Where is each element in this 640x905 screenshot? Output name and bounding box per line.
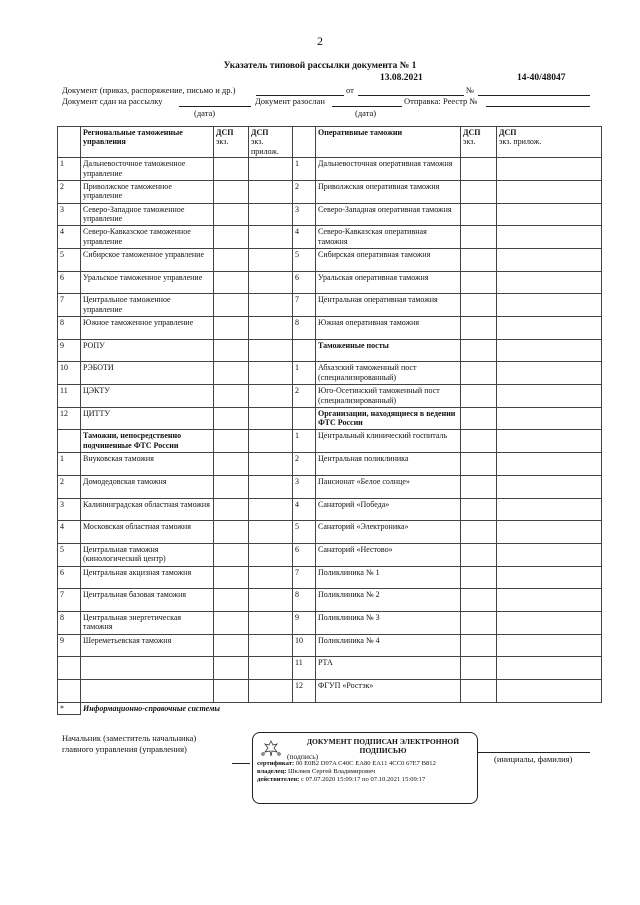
left-row-number: 11: [58, 385, 81, 408]
distribution-table: [57, 126, 602, 715]
stamp-sign-caption: (подпись): [287, 752, 319, 761]
right-row-name: Организации, находящиеся в ведении ФТС России: [316, 407, 461, 430]
table-row: [58, 498, 602, 521]
right-empty-cell: [497, 226, 602, 249]
right-empty-cell: [497, 498, 602, 521]
right-empty-cell: [497, 158, 602, 181]
table-row: [58, 339, 602, 362]
footer-mark: *: [58, 702, 81, 714]
right-row-number: [293, 339, 316, 362]
left-row-name: Московская областная таможня: [81, 521, 214, 544]
left-row-name: ЦИТТУ: [81, 407, 214, 430]
left-row-name: Центральное таможенное управление: [81, 294, 214, 317]
right-row-number: 1: [293, 430, 316, 453]
right-row-number: 11: [293, 657, 316, 680]
right-empty-cell: [461, 271, 497, 294]
sent-underline: [332, 106, 402, 107]
left-row-name: РОПУ: [81, 339, 214, 362]
table-row: [58, 226, 602, 249]
left-row-name: Северо-Западное таможенное управление: [81, 203, 214, 226]
right-empty-cell: [497, 271, 602, 294]
left-group-header: Региональные таможенные управления: [81, 127, 214, 158]
left-row-number: 2: [58, 180, 81, 203]
left-empty-cell: [214, 180, 249, 203]
right-empty-cell: [461, 248, 497, 271]
left-empty-cell: [214, 339, 249, 362]
registry-underline: [486, 106, 590, 107]
left-empty-cell: [249, 680, 293, 703]
left-empty-cell: [214, 430, 249, 453]
right-row-name: Северо-Кавказская оперативная таможня: [316, 226, 461, 249]
table-row: [58, 680, 602, 703]
right-row-name: Поликлиника № 4: [316, 634, 461, 657]
right-empty-cell: [461, 294, 497, 317]
left-empty-cell: [249, 226, 293, 249]
right-row-number: 5: [293, 248, 316, 271]
left-empty-cell: [249, 317, 293, 340]
right-empty-cell: [461, 634, 497, 657]
initials-caption: (инициалы, фамилия): [494, 754, 573, 764]
table-row: [58, 589, 602, 612]
left-row-number: 1: [58, 453, 81, 476]
left-empty-cell: [249, 498, 293, 521]
right-empty-cell: [461, 180, 497, 203]
right-row-name: Приволжская оперативная таможня: [316, 180, 461, 203]
right-empty-cell: [497, 589, 602, 612]
left-row-name: Центральная таможня (кинологический центр): [81, 543, 214, 566]
right-row-name: РТА: [316, 657, 461, 680]
left-row-number: [58, 657, 81, 680]
left-empty-cell: [214, 475, 249, 498]
dispatch-label: Отправка:: [404, 96, 441, 106]
left-empty-cell: [249, 294, 293, 317]
left-empty-cell: [249, 271, 293, 294]
signature-underline: [232, 763, 250, 764]
left-dsp-header: ДСП экз.: [214, 127, 249, 158]
right-row-number: 7: [293, 294, 316, 317]
table-row: [58, 317, 602, 340]
left-row-number: 5: [58, 543, 81, 566]
left-empty-cell: [214, 680, 249, 703]
table-row: [58, 634, 602, 657]
right-dsp-header: ДСП экз.: [461, 127, 497, 158]
left-row-name: Южное таможенное управление: [81, 317, 214, 340]
number-underline: [478, 95, 590, 96]
right-empty-cell: [497, 339, 602, 362]
left-empty-cell: [214, 611, 249, 634]
right-empty-cell: [497, 521, 602, 544]
right-empty-cell: [497, 611, 602, 634]
left-empty-cell: [249, 453, 293, 476]
stamp-title: ДОКУМЕНТ ПОДПИСАН ЭЛЕКТРОННОЙ ПОДПИСЬЮ: [306, 737, 460, 755]
left-empty-cell: [214, 362, 249, 385]
right-empty-cell: [497, 680, 602, 703]
left-row-name: [81, 657, 214, 680]
left-empty-cell: [249, 248, 293, 271]
right-empty-cell: [497, 407, 602, 430]
emblem-icon: [259, 738, 283, 760]
left-row-name: Приволжское таможенное управление: [81, 180, 214, 203]
left-row-name: Центральная акцизная таможня: [81, 566, 214, 589]
submitted-underline: [179, 106, 251, 107]
left-row-name: Калининградская областная таможня: [81, 498, 214, 521]
right-empty-cell: [461, 498, 497, 521]
right-row-name: Поликлиника № 2: [316, 589, 461, 612]
left-row-number: 7: [58, 294, 81, 317]
left-row-number: 8: [58, 611, 81, 634]
right-row-number: 4: [293, 226, 316, 249]
right-dsp-attach-header: ДСП экз. прилож.: [497, 127, 602, 158]
table-row: [58, 294, 602, 317]
left-empty-cell: [249, 339, 293, 362]
left-row-number: 12: [58, 407, 81, 430]
table-row: [58, 657, 602, 680]
right-row-number: 1: [293, 158, 316, 181]
left-row-name: Центральная энергетическая таможня: [81, 611, 214, 634]
table-row: [58, 407, 602, 430]
right-row-name: Абхазский таможенный пост (специализированный): [316, 362, 461, 385]
right-row-number: 8: [293, 317, 316, 340]
date-caption-left: (дата): [194, 108, 216, 118]
left-empty-cell: [249, 430, 293, 453]
signature-position: Начальник (заместитель начальника) главного управления (управления): [62, 733, 197, 754]
right-empty-cell: [461, 385, 497, 408]
right-row-name: Поликлиника № 3: [316, 611, 461, 634]
left-empty-cell: [214, 248, 249, 271]
left-empty-cell: [249, 407, 293, 430]
left-empty-cell: [214, 317, 249, 340]
document-number: 14-40/48047: [517, 73, 566, 83]
left-row-number: 2: [58, 475, 81, 498]
right-empty-cell: [461, 317, 497, 340]
right-row-number: 1: [293, 362, 316, 385]
table-row: [58, 430, 602, 453]
number-label: №: [466, 85, 475, 95]
right-empty-cell: [461, 657, 497, 680]
right-row-name: Сибирская оперативная таможня: [316, 248, 461, 271]
right-empty-cell: [461, 339, 497, 362]
right-row-name: Пансионат «Белое солнце»: [316, 475, 461, 498]
right-empty-cell: [497, 248, 602, 271]
left-empty-cell: [214, 589, 249, 612]
table-row: [58, 362, 602, 385]
right-empty-cell: [497, 385, 602, 408]
table-header-row: [58, 127, 602, 158]
right-group-header: Оперативные таможни: [316, 127, 461, 158]
submitted-label: Документ сдан на рассылку: [62, 96, 163, 106]
stamp-owner-row: владелец: Шкляев Сергей Владимирович: [257, 768, 376, 776]
right-row-name: Центральная оперативная таможня: [316, 294, 461, 317]
right-empty-cell: [461, 203, 497, 226]
left-empty-cell: [249, 634, 293, 657]
left-empty-cell: [249, 657, 293, 680]
left-dsp-attach-header: ДСП экз. прилож.: [249, 127, 293, 158]
right-empty-cell: [497, 543, 602, 566]
left-row-number: 4: [58, 226, 81, 249]
left-empty-cell: [214, 634, 249, 657]
left-row-name: Дальневосточное таможенное управление: [81, 158, 214, 181]
right-empty-cell: [497, 430, 602, 453]
left-empty-cell: [214, 543, 249, 566]
left-row-number: 6: [58, 271, 81, 294]
right-row-number: 2: [293, 453, 316, 476]
table-row: [58, 521, 602, 544]
table-row: [58, 385, 602, 408]
left-row-number: 3: [58, 203, 81, 226]
right-row-name: Юго-Осетинский таможенный пост (специализированный): [316, 385, 461, 408]
left-row-number: 1: [58, 158, 81, 181]
left-row-name: Центральная базовая таможня: [81, 589, 214, 612]
right-empty-cell: [497, 475, 602, 498]
sent-label: Документ разослан: [255, 96, 325, 106]
right-row-name: Уральская оперативная таможня: [316, 271, 461, 294]
right-empty-cell: [461, 362, 497, 385]
left-row-name: Таможни, непосредственно подчиненные ФТС России: [81, 430, 214, 453]
left-empty-cell: [249, 611, 293, 634]
right-empty-cell: [497, 634, 602, 657]
right-empty-cell: [461, 566, 497, 589]
name-underline: [478, 752, 590, 753]
left-row-name: Северо-Кавказское таможенное управление: [81, 226, 214, 249]
left-row-number: 7: [58, 589, 81, 612]
from-label: от: [346, 85, 354, 95]
right-empty-cell: [461, 430, 497, 453]
table-row: [58, 453, 602, 476]
date-caption-right: (дата): [355, 108, 377, 118]
right-empty-cell: [461, 680, 497, 703]
left-empty-cell: [214, 226, 249, 249]
right-row-number: 6: [293, 543, 316, 566]
right-empty-cell: [497, 657, 602, 680]
e-signature-stamp: [252, 732, 478, 804]
right-empty-cell: [497, 294, 602, 317]
right-empty-cell: [497, 362, 602, 385]
right-row-number: 9: [293, 611, 316, 634]
left-row-number: 5: [58, 248, 81, 271]
left-row-number: [58, 680, 81, 703]
left-empty-cell: [214, 294, 249, 317]
right-row-number: 4: [293, 498, 316, 521]
right-empty-cell: [461, 475, 497, 498]
left-row-name: Сибирское таможенное управление: [81, 248, 214, 271]
stamp-cert-row: сертификат: 00 E0B2 D97A C40C EA80 EA11 4CC0 67E7 B812: [257, 760, 436, 767]
left-empty-cell: [249, 385, 293, 408]
left-empty-cell: [214, 498, 249, 521]
right-empty-cell: [497, 453, 602, 476]
left-empty-cell: [249, 362, 293, 385]
table-row: [58, 180, 602, 203]
registry-label: Реестр №: [443, 96, 478, 106]
right-empty-cell: [497, 317, 602, 340]
left-row-name: ЦЭКТУ: [81, 385, 214, 408]
table-row: [58, 271, 602, 294]
left-empty-cell: [214, 566, 249, 589]
left-row-name: Внуковская таможня: [81, 453, 214, 476]
right-empty-cell: [461, 543, 497, 566]
left-row-name: Шереметьевская таможня: [81, 634, 214, 657]
right-row-name: Таможенные посты: [316, 339, 461, 362]
right-row-number: 5: [293, 521, 316, 544]
left-empty-cell: [214, 657, 249, 680]
right-row-name: Центральная поликлиника: [316, 453, 461, 476]
left-empty-cell: [249, 566, 293, 589]
right-row-name: Поликлиника № 1: [316, 566, 461, 589]
table-row: [58, 248, 602, 271]
right-row-name: Санаторий «Нестово»: [316, 543, 461, 566]
left-empty-cell: [214, 271, 249, 294]
right-empty-cell: [461, 611, 497, 634]
left-empty-cell: [249, 543, 293, 566]
right-row-name: Южная оперативная таможня: [316, 317, 461, 340]
doc-type-label: Документ (приказ, распоряжение, письмо и др.): [62, 85, 236, 95]
right-row-name: ФГУП «Ростэк»: [316, 680, 461, 703]
right-row-number: 3: [293, 203, 316, 226]
right-row-name: Центральный клинический госпиталь: [316, 430, 461, 453]
left-row-number: 4: [58, 521, 81, 544]
right-row-number: 7: [293, 566, 316, 589]
right-row-number: 2: [293, 180, 316, 203]
left-row-name: Домодедовская таможня: [81, 475, 214, 498]
right-row-number: [293, 407, 316, 430]
table-row: [58, 566, 602, 589]
right-empty-cell: [497, 566, 602, 589]
table-row: [58, 543, 602, 566]
left-row-number: 9: [58, 339, 81, 362]
left-empty-cell: [249, 521, 293, 544]
table-row: [58, 611, 602, 634]
right-row-number: 2: [293, 385, 316, 408]
left-empty-cell: [249, 180, 293, 203]
right-row-number: 10: [293, 634, 316, 657]
right-row-number: 6: [293, 271, 316, 294]
left-empty-cell: [214, 158, 249, 181]
left-empty-cell: [214, 521, 249, 544]
left-empty-cell: [249, 203, 293, 226]
left-empty-cell: [249, 475, 293, 498]
table-row: [58, 203, 602, 226]
right-row-name: Санаторий «Электроника»: [316, 521, 461, 544]
right-empty-cell: [461, 521, 497, 544]
left-empty-cell: [214, 385, 249, 408]
left-empty-cell: [249, 158, 293, 181]
right-row-number: 8: [293, 589, 316, 612]
stamp-valid-row: действителен: с 07.07.2020 15:09:17 по 07.10.2021 15:09:17: [257, 776, 426, 784]
left-empty-cell: [214, 453, 249, 476]
right-empty-cell: [461, 589, 497, 612]
right-empty-cell: [461, 407, 497, 430]
right-empty-cell: [497, 180, 602, 203]
document-date: 13.08.2021: [380, 73, 423, 83]
left-empty-cell: [249, 589, 293, 612]
left-row-number: 6: [58, 566, 81, 589]
left-row-number: 10: [58, 362, 81, 385]
footer-text: Информационно-справочные системы: [81, 702, 602, 714]
right-empty-cell: [497, 203, 602, 226]
left-empty-cell: [214, 407, 249, 430]
left-empty-cell: [214, 203, 249, 226]
left-row-number: 9: [58, 634, 81, 657]
right-row-name: Дальневосточная оперативная таможня: [316, 158, 461, 181]
document-title: Указатель типовой рассылки документа № 1: [223, 61, 417, 71]
left-row-name: [81, 680, 214, 703]
right-row-number: 3: [293, 475, 316, 498]
left-row-number: 3: [58, 498, 81, 521]
left-row-name: РЭБОТИ: [81, 362, 214, 385]
right-row-number: 12: [293, 680, 316, 703]
left-row-name: Уральское таможенное управление: [81, 271, 214, 294]
page-number: 2: [317, 34, 323, 48]
right-row-name: Северо-Западная оперативная таможня: [316, 203, 461, 226]
table-row: [58, 475, 602, 498]
left-row-number: 8: [58, 317, 81, 340]
table-row: [58, 158, 602, 181]
right-row-name: Санаторий «Победа»: [316, 498, 461, 521]
right-empty-cell: [461, 226, 497, 249]
right-empty-cell: [461, 158, 497, 181]
right-empty-cell: [461, 453, 497, 476]
left-row-number: [58, 430, 81, 453]
table-footer-row: [58, 702, 602, 714]
